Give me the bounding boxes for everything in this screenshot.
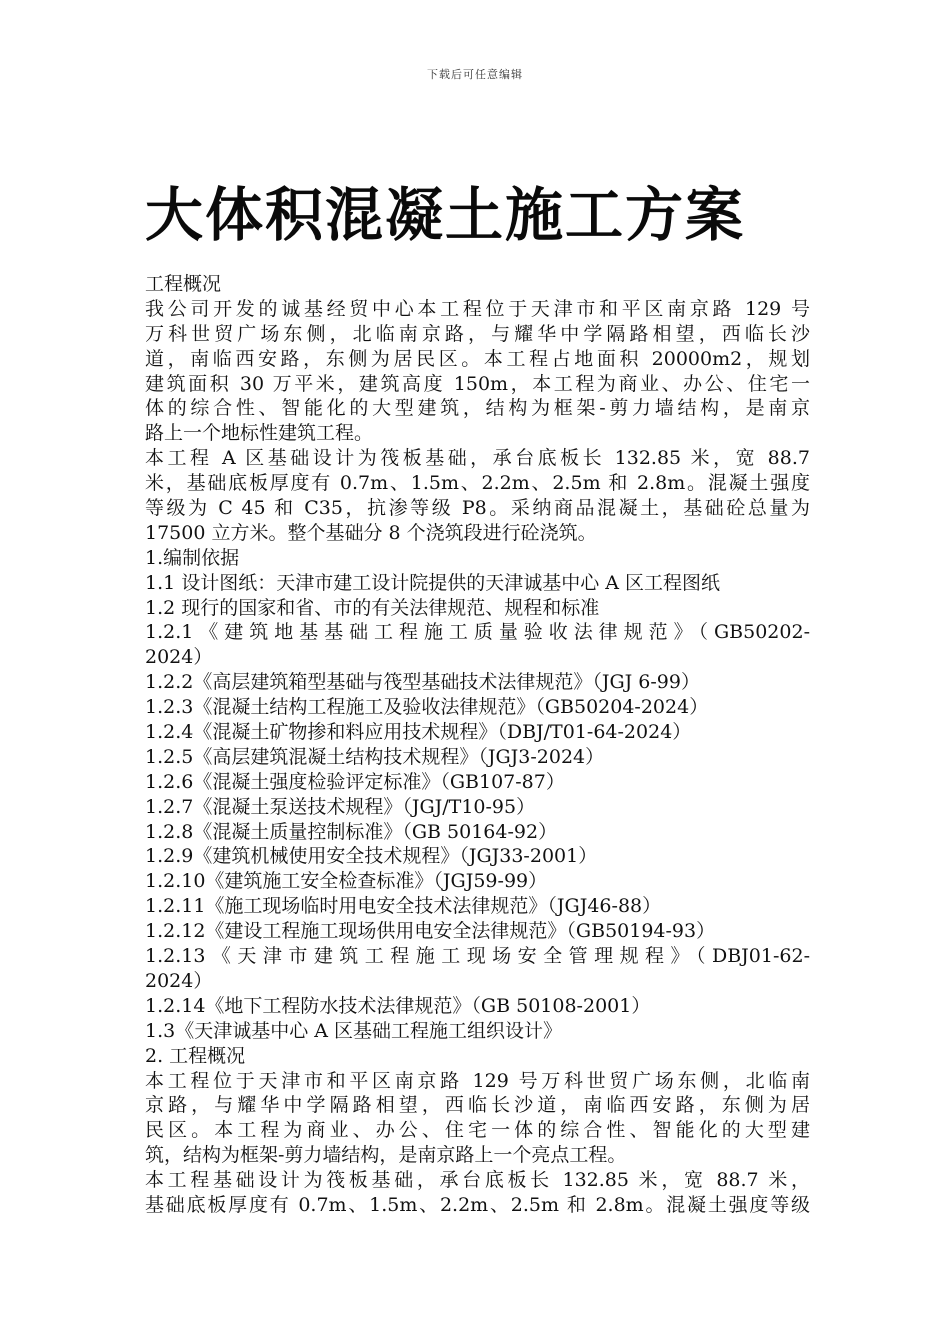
text-line: 1.3《天津诚基中心 A 区基础工程施工组织设计》 xyxy=(145,1019,563,1042)
document-body xyxy=(145,272,810,1218)
text-line: 17500 立方米。整个基础分 8 个浇筑段进行砼浇筑。 xyxy=(145,521,597,544)
text-line: 1.2.7《混凝土泵送技术规程》（JGJ/T10-95） xyxy=(145,795,536,818)
text-line: 1.2.12《建设工程施工现场供用电安全法律规范》（GB50194-93） xyxy=(145,920,716,943)
text-line: 2. 工程概况 xyxy=(145,1044,246,1067)
text-line: 基础底板厚度有 0.7m、1.5m、2.2m、2.5m 和 2.8m。混凝土强度等级 xyxy=(145,1193,810,1216)
text-line: 工程概况 xyxy=(145,273,222,295)
text-line: 米，基础底板厚度有 0.7m、1.5m、2.2m、2.5m 和 2.8m。混凝土强度 xyxy=(145,472,810,495)
text-line: 1.2.4《混凝土矿物掺和料应用技术规程》（DBJ/T01-64-2024） xyxy=(145,721,692,744)
text-line: 民区。本工程为商业、办公、住宅一体的综合性、智能化的大型建 xyxy=(145,1119,810,1142)
text-line: 筑，结构为框架-剪力墙结构，是南京路上一个亮点工程。 xyxy=(145,1144,627,1167)
text-line: 1.2.8《混凝土质量控制标准》（GB 50164-92） xyxy=(145,820,558,843)
document-title: 大体积混凝土施工方案 xyxy=(145,181,746,249)
text-line: 本工程位于天津市和平区南京路 129 号万科世贸广场东侧，北临南 xyxy=(145,1069,810,1092)
text-line: 道，南临西安路，东侧为居民区。本工程占地面积 20000m2，规划 xyxy=(145,347,810,370)
text-line: 1.2 现行的国家和省、市的有关法律规范、规程和标准 xyxy=(145,596,600,619)
text-line: 1.2.2《高层建筑箱型基础与筏型基础技术法律规范》（JGJ 6-99） xyxy=(145,671,700,694)
text-line: 1.2.5《高层建筑混凝土结构技术规程》（JGJ3-2024） xyxy=(145,745,605,768)
text-line: 1.1 设计图纸：天津市建工设计院提供的天津诚基中心 A 区工程图纸 xyxy=(145,571,721,594)
text-line: 1.2.14《地下工程防水技术法律规范》（GB 50108-2001） xyxy=(145,994,651,1017)
text-line: 1.编制依据 xyxy=(145,546,240,569)
text-line: 万科世贸广场东侧，北临南京路，与耀华中学隔路相望，西临长沙 xyxy=(145,322,810,345)
text-line: 1.2.11《施工现场临时用电安全技术法律规范》（JGJ46-88） xyxy=(145,895,662,918)
text-line: 1.2.3《混凝土结构工程施工及验收法律规范》（GB50204-2024） xyxy=(145,696,709,719)
text-line: 我公司开发的诚基经贸中心本工程位于天津市和平区南京路 129 号 xyxy=(145,297,810,320)
header-note: 下载后可任意编辑 xyxy=(427,68,523,81)
text-line: 体的综合性、智能化的大型建筑，结构为框架-剪力墙结构，是南京 xyxy=(145,397,810,420)
text-line: 1.2.6《混凝土强度检验评定标准》（GB107-87） xyxy=(145,770,565,793)
text-line: 1.2.13《天津市建筑工程施工现场安全管理规程》（DBJ01-62- xyxy=(145,945,810,968)
text-line: 1.2.10《建筑施工安全检查标准》（JGJ59-99） xyxy=(145,870,548,893)
text-line: 路上一个地标性建筑工程。 xyxy=(145,422,374,445)
text-line: 等级为 C 45 和 C35，抗渗等级 P8。采纳商品混凝土，基础砼总量为 xyxy=(145,497,810,520)
text-line: 2024） xyxy=(145,646,213,669)
text-line: 京路，与耀华中学隔路相望，西临长沙道，南临西安路，东侧为居 xyxy=(145,1094,810,1117)
text-line: 建筑面积 30 万平米，建筑高度 150m，本工程为商业、办公、住宅一 xyxy=(145,372,810,395)
text-line: 1.2.9《建筑机械使用安全技术规程》（JGJ33-2001） xyxy=(145,845,598,868)
text-line: 本工程基础设计为筏板基础，承台底板长 132.85 米，宽 88.7 米， xyxy=(145,1169,810,1192)
text-line: 1.2.1《建筑地基基础工程施工质量验收法律规范》（GB50202- xyxy=(145,621,810,644)
text-line: 2024） xyxy=(145,969,213,992)
text-line: 本工程 A 区基础设计为筏板基础，承台底板长 132.85 米，宽 88.7 xyxy=(145,447,810,470)
